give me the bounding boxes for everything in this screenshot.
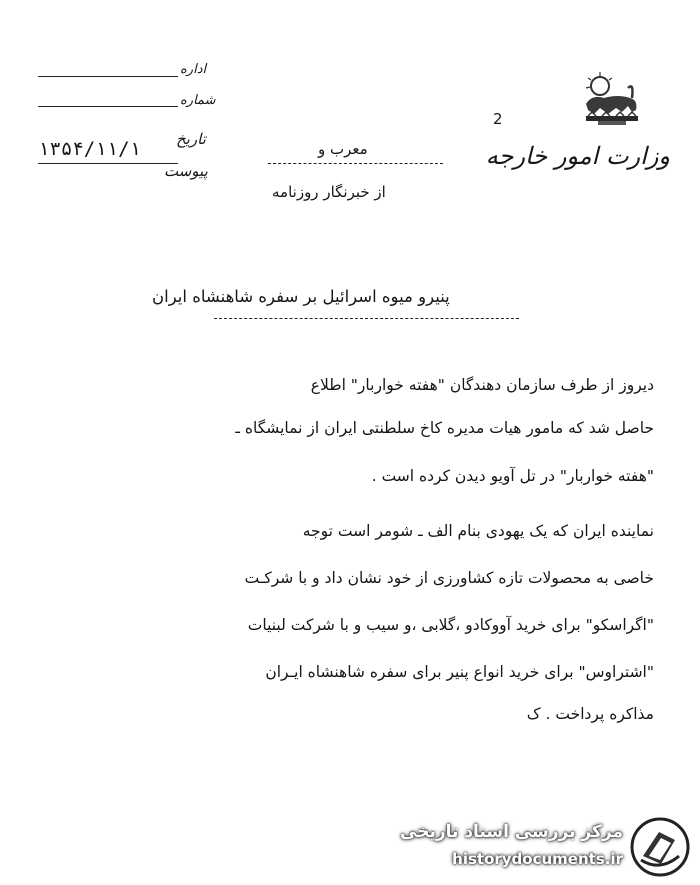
watermark-url: historydocuments.ir [452, 850, 623, 868]
history-documents-logo-icon [629, 816, 691, 878]
body-line: نماینده ایران که یک یهودی بنام الف ـ شومر است توجه [302, 522, 654, 540]
field-line-date [38, 163, 178, 164]
body-line: مذاکره پرداخت . ک [526, 705, 654, 723]
field-label-office: اداره [180, 62, 207, 77]
source-underline [268, 163, 443, 164]
watermark-org-name: مرکز بررسی اسناد تاریخی [400, 822, 623, 842]
ministry-name: وزارت امور خارجه [485, 142, 670, 170]
body-line: حاصل شد که مامور هیات مدیره کاخ سلطنتی ایران از نمایشگاه ـ [235, 419, 654, 437]
date-value: ۱۳۵۴/۱۱/۱ [38, 138, 141, 160]
field-label-number: شماره [180, 93, 216, 108]
body-line: خاصی به محصولات تازه کشاورزی از خود نشان داد و با شرکـت [244, 569, 654, 587]
field-line-office [38, 76, 178, 77]
field-line-number [38, 106, 178, 107]
title-underline [214, 318, 519, 319]
document-title: پنیرو میوه اسرائیل بر سفره شاهنشاه ایران [152, 287, 450, 306]
body-line: "هفته خواربار" در تل آویو دیدن کرده است . [371, 467, 654, 485]
body-line: "اشتراوس" برای خرید انواع پنیر برای سفره شاهنشاه ایـران [265, 663, 654, 681]
field-label-attachment: پیوست [164, 162, 208, 180]
body-line: دیروز از طرف سازمان دهندگان "هفته خواربار" اطلاع [310, 376, 654, 394]
body-line: "اگراسکو" برای خرید آووکادو ،گلابی ،و سیب و با شرکت لبنیات [247, 616, 654, 634]
source-label: معرب و [318, 140, 368, 158]
lion-and-sun-emblem-icon [578, 68, 646, 134]
source-from: از خبرنگار روزنامه [272, 183, 386, 201]
page-mark: 2 [493, 110, 503, 128]
field-label-date: تاریخ [176, 130, 206, 148]
watermark-footer [400, 810, 695, 882]
